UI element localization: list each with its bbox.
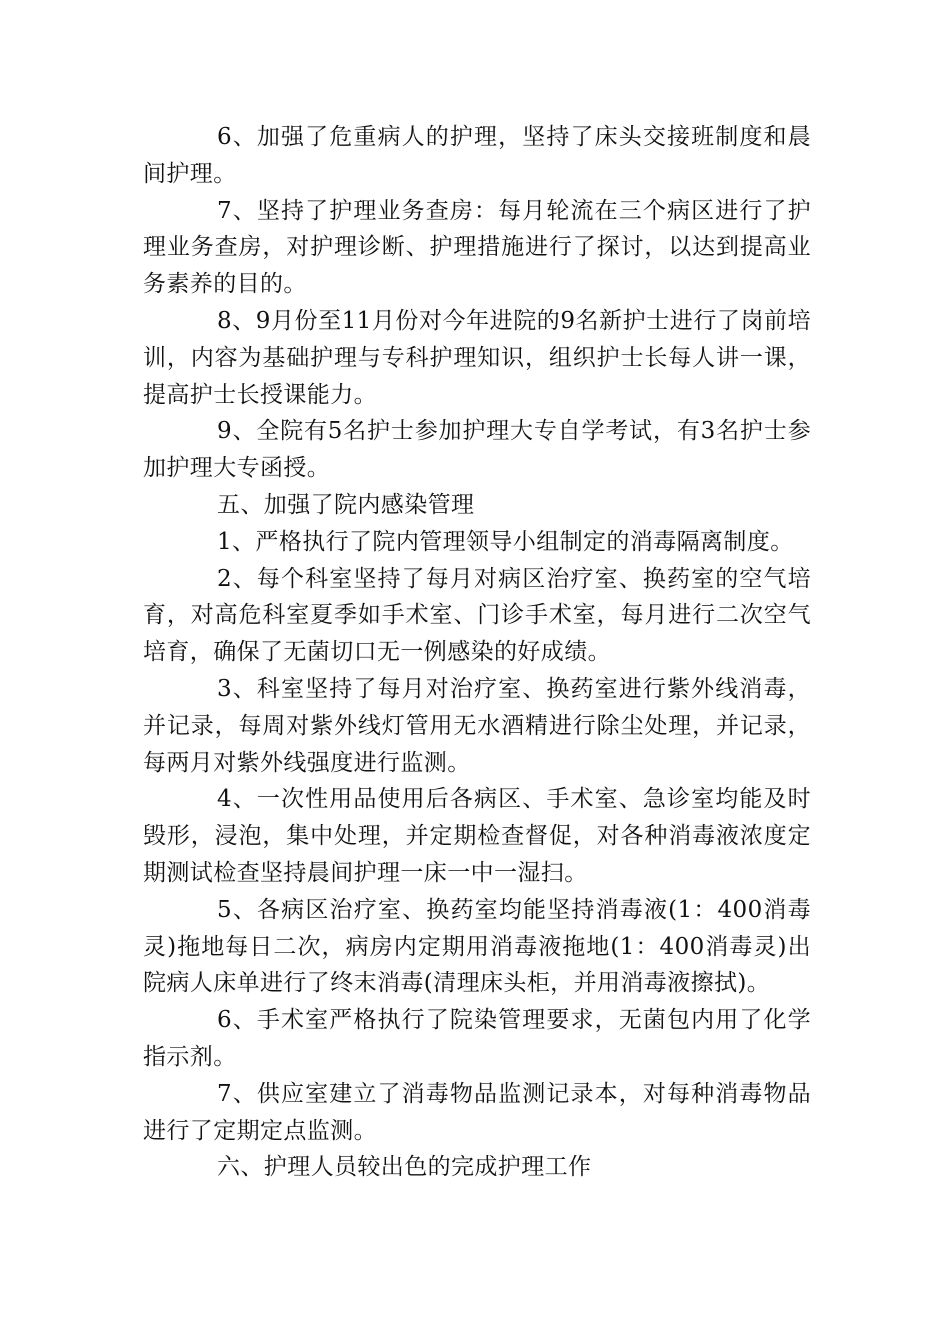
document-body <box>143 119 811 1186</box>
paragraph-7-nursing-rounds: 7、坚持了护理业务查房：每月轮流在三个病区进行了护理业务查房，对护理诊断、护理措施进行了探讨，以达到提高业务素养的目的。 <box>143 197 811 298</box>
paragraph-2-air-culture: 2、每个科室坚持了每月对病区治疗室、换药室的空气培育，对高危科室夏季如手术室、门诊手术室，每月进行二次空气培育，确保了无菌切口无一例感染的好成绩。 <box>143 565 811 666</box>
paragraph-3-uv-disinfection: 3、科室坚持了每月对治疗室、换药室进行紫外线消毒，并记录，每周对紫外线灯管用无水酒精进行除尘处理，并记录，每两月对紫外线强度进行监测。 <box>143 675 811 776</box>
paragraph-4-disposables: 4、一次性用品使用后各病区、手术室、急诊室均能及时毁形，浸泡，集中处理，并定期检查督促，对各种消毒液浓度定期测试检查坚持晨间护理一床一中一湿扫。 <box>143 786 811 886</box>
paragraph-8-training: 8、9月份至11月份对今年进院的9名新护士进行了岗前培训，内容为基础护理与专科护理知识，组织护士长每人讲一课，提高护士长授课能力。 <box>143 307 811 408</box>
paragraph-6-operating-room: 6、手术室严格执行了院染管理要求，无菌包内用了化学指示剂。 <box>143 1007 811 1070</box>
section-heading-nursing-work: 六、护理人员较出色的完成护理工作 <box>217 1154 592 1181</box>
paragraph-1-disinfection-system: 1、严格执行了院内管理领导小组制定的消毒隔离制度。 <box>217 528 794 555</box>
paragraph-6-critical-care: 6、加强了危重病人的护理，坚持了床头交接班制度和晨间护理。 <box>143 124 811 187</box>
section-heading-infection-control: 五、加强了院内感染管理 <box>217 491 475 518</box>
paragraph-7-supply-room: 7、供应室建立了消毒物品监测记录本，对每种消毒物品进行了定期定点监测。 <box>143 1080 811 1144</box>
paragraph-9-exams: 9、全院有5名护士参加护理大专自学考试，有3名护士参加护理大专函授。 <box>143 418 811 482</box>
paragraph-5-floor-mopping: 5、各病区治疗室、换药室均能坚持消毒液(1：400消毒灵)拖地每日二次，病房内定期用消毒液拖地(1：400消毒灵)出院病人床单进行了终末消毒(清理床头柜，并用消毒液擦拭)。 <box>143 896 811 997</box>
